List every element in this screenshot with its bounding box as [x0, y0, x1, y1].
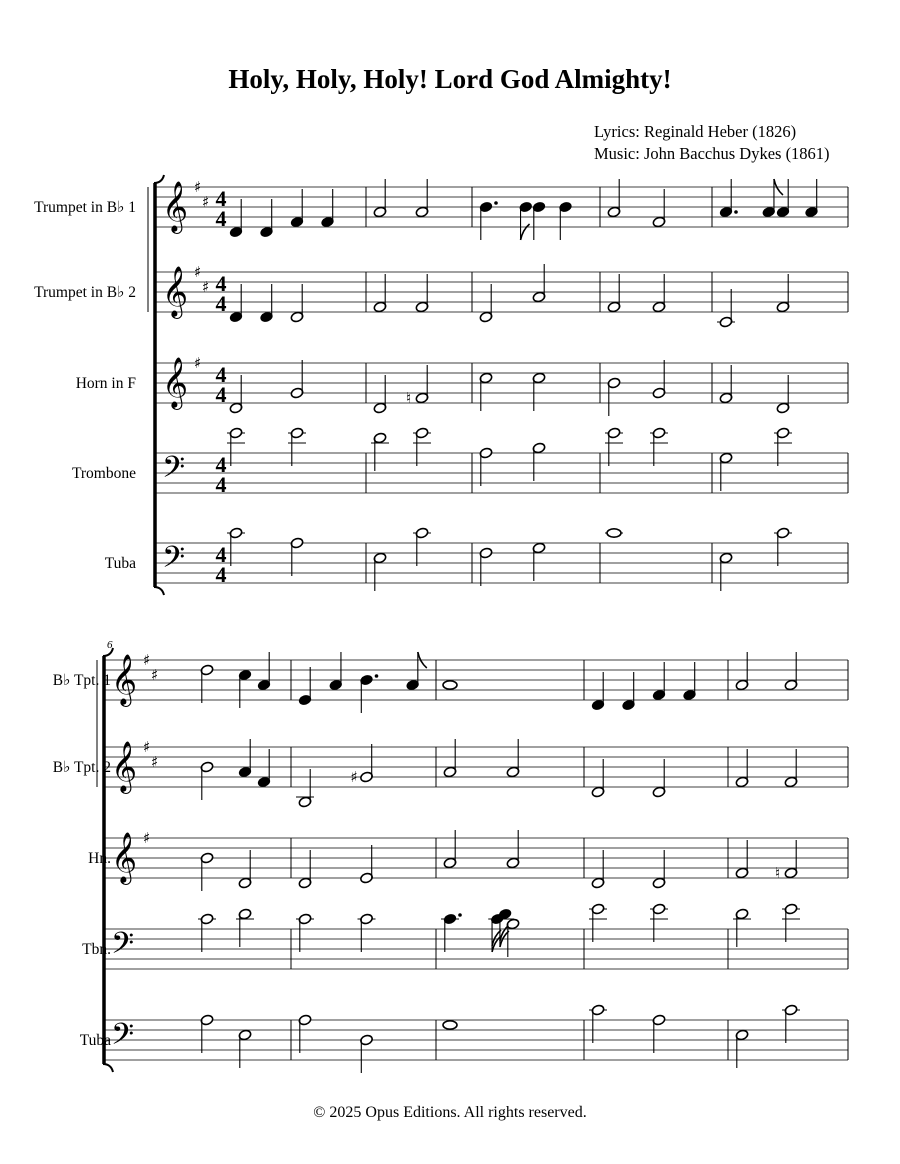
note	[650, 427, 668, 466]
note	[413, 527, 431, 566]
note	[717, 289, 735, 328]
treble-clef-icon: 𝄞	[162, 181, 189, 232]
note	[605, 427, 623, 466]
note	[257, 749, 271, 788]
time-signature-top: 4	[215, 362, 227, 387]
note	[519, 201, 533, 240]
note	[776, 274, 790, 313]
note	[652, 360, 666, 399]
note	[373, 375, 387, 414]
note	[735, 749, 749, 788]
note	[298, 667, 312, 706]
note	[200, 1014, 214, 1053]
instrument-label: Tbn.	[82, 941, 111, 958]
note	[406, 365, 429, 407]
note	[733, 908, 751, 947]
note	[296, 769, 314, 808]
instrument-label: Trumpet in B♭ 1	[34, 199, 136, 216]
bracket-bottom	[103, 1064, 113, 1072]
note	[329, 652, 343, 691]
note	[321, 189, 335, 228]
key-sharp-icon: ♯	[143, 651, 151, 669]
note	[589, 903, 607, 942]
copyright-notice: © 2025 Opus Editions. All rights reserved.	[313, 1104, 587, 1121]
instrument-label: Tuba	[104, 555, 136, 572]
instrument-label: Hn.	[88, 850, 111, 867]
bass-clef-icon: 𝄢	[111, 1018, 135, 1059]
treble-clef-icon: 𝄞	[111, 741, 138, 792]
note	[607, 179, 621, 218]
treble-clef-icon: 𝄞	[162, 357, 189, 408]
note	[506, 739, 520, 778]
augmentation-dot	[734, 210, 738, 214]
note	[413, 427, 431, 466]
note	[238, 669, 252, 708]
note	[415, 274, 429, 313]
note	[360, 845, 374, 884]
note	[776, 179, 790, 218]
note	[652, 274, 666, 313]
treble-clef-icon: 𝄞	[162, 266, 189, 317]
note	[229, 284, 243, 323]
note	[532, 442, 546, 481]
instrument-label: Trumpet in B♭ 2	[34, 284, 136, 301]
note	[652, 1014, 666, 1053]
note	[805, 179, 819, 218]
note	[782, 903, 800, 942]
note	[441, 913, 462, 952]
time-signature-bottom: 4	[215, 291, 227, 316]
staff-5	[80, 1004, 848, 1073]
note	[622, 672, 636, 711]
note	[591, 759, 605, 798]
note	[298, 1014, 312, 1053]
note	[784, 652, 798, 691]
bass-clef-icon: 𝄢	[162, 451, 186, 492]
note	[298, 850, 312, 889]
note	[683, 662, 697, 701]
note	[290, 537, 304, 576]
note	[443, 739, 457, 778]
staff-5	[105, 527, 848, 591]
note	[373, 552, 387, 591]
note	[236, 908, 254, 947]
note	[238, 739, 252, 778]
note	[506, 918, 520, 957]
time-signature-bottom: 4	[215, 206, 227, 231]
instrument-label: Horn in F	[75, 375, 136, 392]
note	[775, 840, 798, 882]
note	[591, 672, 605, 711]
note	[479, 372, 493, 411]
instrument-label: B♭ Tpt. 1	[52, 672, 111, 689]
note	[506, 830, 520, 869]
time-signature-bottom: 4	[215, 562, 227, 587]
note	[198, 913, 216, 952]
note	[650, 903, 668, 942]
note	[719, 452, 733, 491]
system-2	[53, 639, 848, 1073]
note	[559, 201, 573, 240]
key-sharp-icon: ♯	[202, 193, 210, 211]
note	[652, 662, 666, 701]
sharp-icon: ♯	[350, 768, 358, 786]
note	[200, 664, 214, 703]
staff-3	[76, 354, 848, 416]
augmentation-dot	[458, 913, 462, 917]
note	[358, 913, 376, 952]
bass-clef-icon: 𝄢	[162, 541, 186, 582]
staff-4	[82, 903, 848, 969]
note	[532, 264, 546, 303]
note	[415, 179, 429, 218]
note	[229, 375, 243, 414]
note	[719, 365, 733, 404]
note	[479, 547, 493, 586]
treble-clef-icon: 𝄞	[111, 654, 138, 705]
score-title: Holy, Holy, Holy! Lord God Almighty!	[228, 64, 672, 94]
bass-clef-icon: 𝄢	[111, 927, 135, 968]
instrument-label: Trombone	[71, 465, 136, 482]
note	[652, 189, 666, 228]
notehead	[443, 1021, 457, 1029]
note	[605, 529, 623, 537]
staff-4	[72, 427, 848, 497]
key-sharp-icon: ♯	[143, 829, 151, 847]
note	[719, 179, 738, 218]
note	[257, 652, 271, 691]
note	[371, 432, 389, 471]
note	[735, 840, 749, 879]
note	[406, 652, 427, 691]
music-credit: Music: John Bacchus Dykes (1861)	[594, 144, 830, 163]
key-sharp-icon: ♯	[194, 354, 202, 372]
notehead	[443, 681, 457, 689]
note	[774, 427, 792, 466]
key-sharp-icon: ♯	[151, 666, 159, 684]
note	[373, 274, 387, 313]
note	[532, 542, 546, 581]
note	[351, 744, 374, 786]
note	[260, 284, 274, 323]
treble-clef-icon: 𝄞	[111, 832, 138, 883]
note	[735, 1029, 749, 1068]
note	[443, 830, 457, 869]
note	[290, 360, 304, 399]
note	[735, 652, 749, 691]
augmentation-dot	[375, 674, 379, 678]
note	[238, 850, 252, 889]
natural-icon: ♮	[775, 864, 781, 882]
note	[652, 850, 666, 889]
measure-number: 6	[107, 639, 113, 651]
staff-1	[53, 651, 848, 713]
time-signature-top: 4	[215, 452, 227, 477]
note	[290, 189, 304, 228]
key-sharp-icon: ♯	[143, 738, 151, 756]
note	[290, 284, 304, 323]
note	[373, 179, 387, 218]
note	[227, 527, 245, 566]
note	[607, 274, 621, 313]
note	[229, 199, 243, 238]
key-sharp-icon: ♯	[194, 178, 202, 196]
note	[360, 1034, 374, 1073]
key-sharp-icon: ♯	[194, 263, 202, 281]
note	[776, 375, 790, 414]
note	[652, 759, 666, 798]
staff-3	[88, 829, 848, 891]
key-sharp-icon: ♯	[202, 278, 210, 296]
staff-2	[53, 738, 848, 808]
bracket-bottom	[154, 587, 164, 595]
instrument-label: Tuba	[79, 1032, 111, 1049]
time-signature-bottom: 4	[215, 472, 227, 497]
note	[200, 761, 214, 800]
note	[591, 850, 605, 889]
note	[774, 527, 792, 566]
lyrics-credit: Lyrics: Reginald Heber (1826)	[594, 122, 797, 141]
note	[238, 1029, 252, 1068]
time-signature-top: 4	[215, 186, 227, 211]
note	[227, 427, 245, 466]
notehead	[607, 529, 621, 537]
note	[782, 1004, 800, 1043]
note	[260, 199, 274, 238]
note	[719, 552, 733, 591]
note	[532, 372, 546, 411]
flag	[521, 224, 530, 240]
time-signature-bottom: 4	[215, 382, 227, 407]
note	[288, 427, 306, 466]
instrument-label: B♭ Tpt. 2	[52, 759, 111, 776]
note	[784, 749, 798, 788]
system-1	[34, 175, 848, 595]
note	[443, 681, 457, 689]
note	[532, 201, 546, 240]
note	[479, 447, 493, 486]
note	[479, 284, 493, 323]
time-signature-top: 4	[215, 271, 227, 296]
note	[200, 852, 214, 891]
note	[607, 377, 621, 416]
note	[296, 913, 314, 952]
time-signature-top: 4	[215, 542, 227, 567]
key-sharp-icon: ♯	[151, 753, 159, 771]
natural-icon: ♮	[406, 389, 412, 407]
note	[589, 1004, 607, 1043]
augmentation-dot	[494, 201, 498, 205]
note	[443, 1021, 457, 1029]
